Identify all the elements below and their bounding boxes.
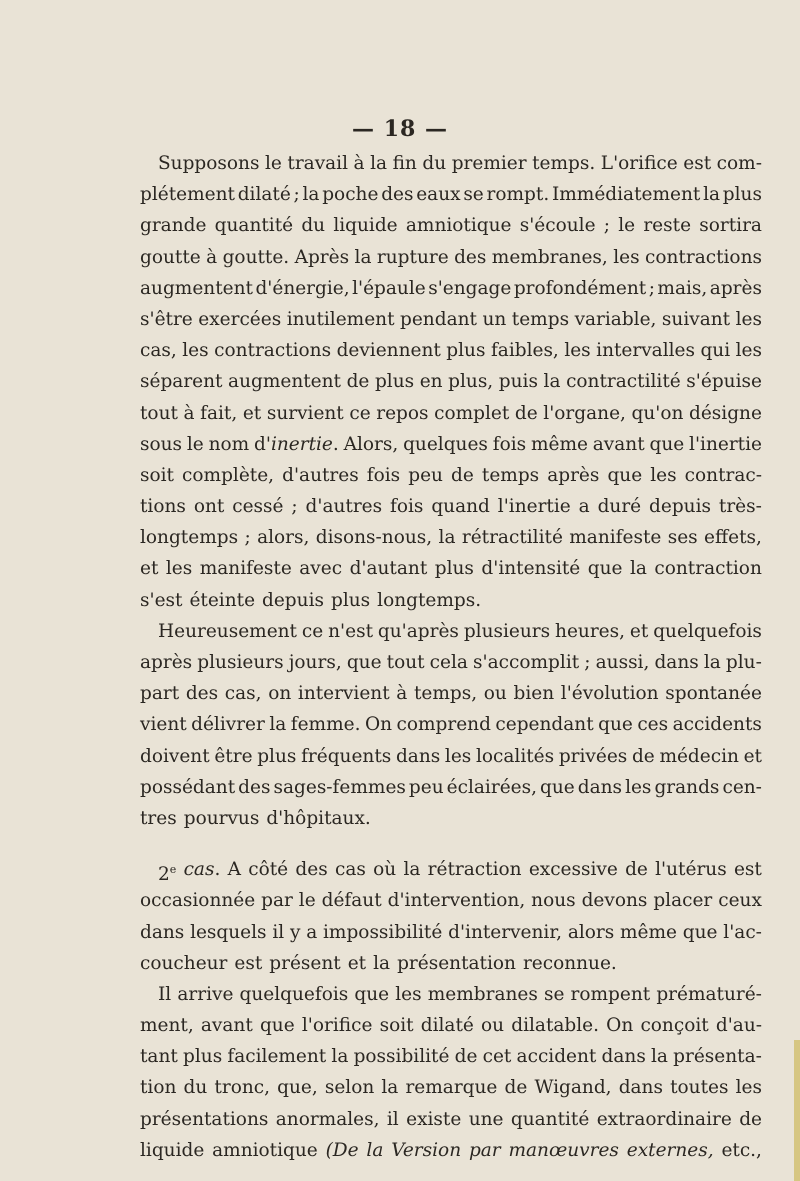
text-line: présentations anormales, il existe une quantité extraordinaire de [140,1108,762,1130]
text-line: et les manifeste avec d'autant plus d'intensité que la contraction [140,558,762,580]
text-line: ment, avant que l'orifice soit dilaté ou dilatable. On conçoit d'au- [140,1015,762,1037]
text-line: dans lesquels il y a impossibilité d'intervenir, alors même que l'ac- [140,921,762,943]
text-line: séparent augmentent de plus en plus, puis la contractilité s'épuise [140,371,762,393]
text-line: cas, les contractions deviennent plus faibles, les intervalles qui les [140,340,762,362]
body-text [140,148,762,1166]
text-line: plétement dilaté ; la poche des eaux se rompt. Immédiatement la plus [140,184,762,206]
text-line: vient délivrer la femme. On comprend cependant que ces accidents [140,714,762,736]
text-line: liquide amniotique (De la Version par manœuvres externes, etc., [140,1139,762,1161]
text-line: part des cas, on intervient à temps, ou bien l'évolution spontanée [140,683,762,705]
text-line: 2e cas. A côté des cas où la rétraction excessive de l'utérus est [158,859,762,886]
text-line: tions ont cessé ; d'autres fois quand l'inertie a duré depuis très- [140,496,762,518]
text-line: sous le nom d'inertie. Alors, quelques fois même avant que l'inertie [140,433,762,455]
paragraph-gap [140,834,762,854]
text-line: coucheur est présent et la présentation reconnue. [140,952,617,974]
text-line: longtemps ; alors, disons-nous, la rétractilité manifeste ses effets, [140,527,762,549]
text-line: Il arrive quelquefois que les membranes se rompent prématuré- [158,983,762,1005]
text-line: s'être exercées inutilement pendant un temps variable, suivant les [140,308,762,330]
page-edge-stain [794,1040,800,1181]
text-line: augmentent d'énergie, l'épaule s'engage profondément ; mais, après [140,277,762,299]
text-line: Heureusement ce n'est qu'après plusieurs heures, et quelquefois [158,620,762,642]
text-line: Supposons le travail à la fin du premier temps. L'orifice est com- [158,153,762,174]
text-line: grande quantité du liquide amniotique s'écoule ; le reste sortira [140,215,762,237]
text-line: s'est éteinte depuis plus longtemps. [140,589,482,611]
text-line: après plusieurs jours, que tout cela s'accomplit ; aussi, dans la plu- [140,652,762,673]
text-line: tant plus facilement la possibilité de cet accident dans la présenta- [140,1046,762,1068]
page-number: — 18 — [352,116,448,142]
text-line: tion du tronc, que, selon la remarque de Wigand, dans toutes les [140,1077,762,1099]
text-line: possédant des sages-femmes peu éclairées, que dans les grands cen- [140,776,762,798]
text-line: doivent être plus fréquents dans les localités privées de médecin et [140,745,762,767]
text-line: tres pourvus d'hôpitaux. [140,807,371,829]
text-line: tout à fait, et survient ce repos complet de l'organe, qu'on désigne [140,402,762,424]
text-line: soit complète, d'autres fois peu de temps après que les contrac- [140,464,762,486]
text-line: goutte à goutte. Après la rupture des membranes, les contractions [140,246,762,268]
text-line: occasionnée par le défaut d'intervention, nous devons placer ceux [140,890,762,912]
